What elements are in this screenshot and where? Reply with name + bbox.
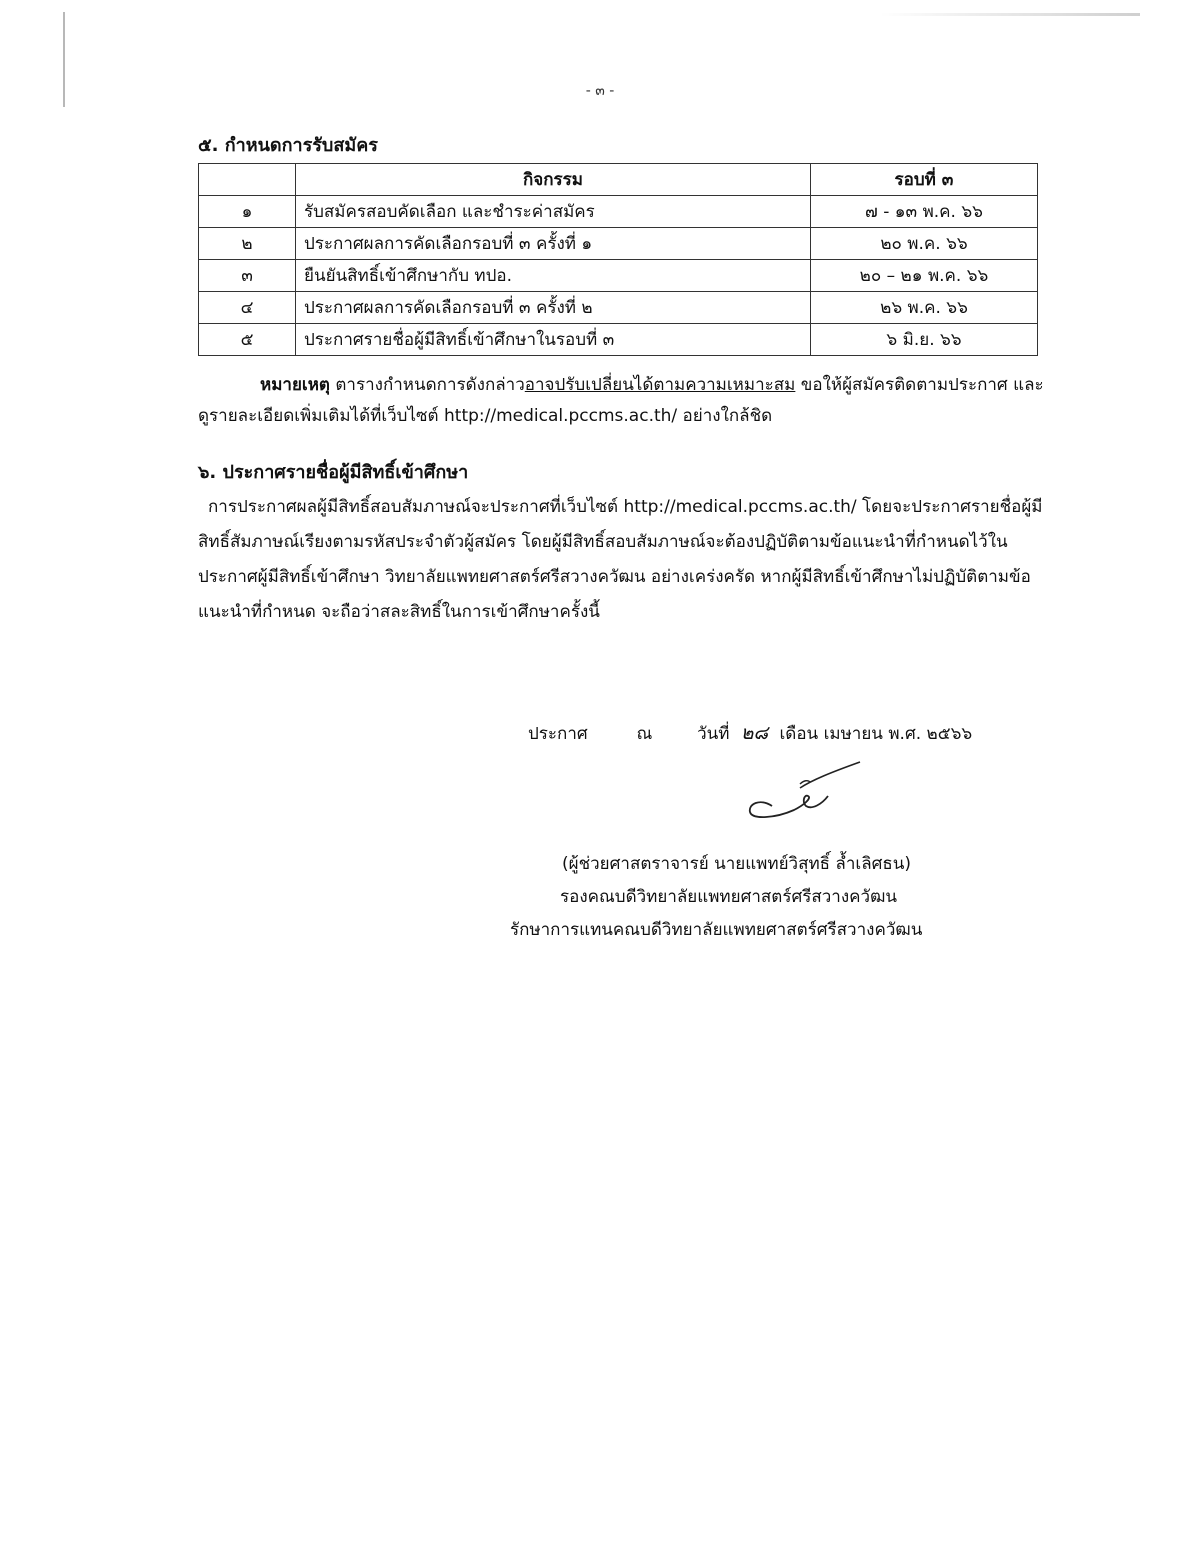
row-number: ๑ xyxy=(199,196,296,228)
signatory-name: (ผู้ช่วยศาสตราจารย์ นายแพทย์วิสุทธิ์ ล้ำเลิศธน) xyxy=(562,854,912,874)
row-date: ๒๖ พ.ค. ๖๖ xyxy=(811,292,1038,324)
section-6-paragraph: การประกาศผลผู้มีสิทธิ์สอบสัมภาษณ์จะประกาศที่เว็บไซต์ http://medical.pccms.ac.th/ โดยจะประกาศรายชื่อผู้มีสิทธิ์สัมภาษณ์เรียงตามรหัสประจำตัวผู้สมัคร โดยผู้มีสิทธิ์สอบสัมภาษณ์จะต้องปฏิบัติตามข้อแนะนำที่กำหนดไว้ในประกาศผู้มีสิทธิ์เข้าศึกษา วิทยาลัยแพทยศาสตร์ศรีสวางควัฒน อย่างเคร่งครัด หากผู้มีสิทธิ์เข้าศึกษาไม่ปฏิบัติตามข้อแนะนำที่กำหนด จะถือว่าสละสิทธิ์ในการเข้าศึกษาครั้งนี้ xyxy=(198,497,1043,622)
section-6-heading: ๖. ประกาศรายชื่อผู้มีสิทธิ์เข้าศึกษา xyxy=(198,462,469,483)
schedule-note xyxy=(198,370,1048,432)
note-text-after: ขอให้ผู้สมัครติดตามประกาศ และดูรายละเอียดเพิ่มเติมได้ที่เว็บไซต์ http://medical.pccms.ac.th/ อย่างใกล้ชิด xyxy=(198,375,1044,426)
announcement-label: ประกาศ xyxy=(528,724,588,744)
table-row xyxy=(199,260,1038,292)
row-date: ๗ - ๑๓ พ.ค. ๖๖ xyxy=(811,196,1038,228)
note-underlined-text: อาจปรับเปลี่ยนได้ตามความเหมาะสม xyxy=(524,375,796,395)
year-value: ๒๕๖๖ xyxy=(926,724,973,744)
header-number xyxy=(199,164,296,196)
row-date: ๒๐ – ๒๑ พ.ค. ๖๖ xyxy=(811,260,1038,292)
row-date: ๒๐ พ.ค. ๖๖ xyxy=(811,228,1038,260)
page-number: - ๓ - xyxy=(585,83,615,99)
section-5-heading: ๕. กำหนดการรับสมัคร xyxy=(198,135,378,156)
row-activity: ยืนยันสิทธิ์เข้าศึกษากับ ทปอ. xyxy=(296,260,811,292)
row-number: ๓ xyxy=(199,260,296,292)
announcement-at: ณ xyxy=(636,724,653,744)
table-row xyxy=(199,228,1038,260)
scan-edge-top xyxy=(880,13,1140,16)
table-row xyxy=(199,292,1038,324)
table-row xyxy=(199,196,1038,228)
handwritten-signature xyxy=(742,758,862,828)
row-activity: ประกาศผลการคัดเลือกรอบที่ ๓ ครั้งที่ ๑ xyxy=(296,228,811,260)
announcement-date-line xyxy=(528,718,988,748)
month-label: เดือน xyxy=(779,724,819,744)
row-number: ๒ xyxy=(199,228,296,260)
row-activity: รับสมัครสอบคัดเลือก และชำระค่าสมัคร xyxy=(296,196,811,228)
row-date: ๖ มิ.ย. ๖๖ xyxy=(811,324,1038,356)
table-header-row xyxy=(199,164,1038,196)
header-round: รอบที่ ๓ xyxy=(811,164,1038,196)
year-label: พ.ศ. xyxy=(888,724,922,744)
signatory-title: รองคณบดีวิทยาลัยแพทยศาสตร์ศรีสวางควัฒน xyxy=(560,887,898,907)
table-row xyxy=(199,324,1038,356)
month-value: เมษายน xyxy=(823,724,883,744)
row-number: ๕ xyxy=(199,324,296,356)
day-label: วันที่ xyxy=(697,724,730,744)
row-activity: ประกาศผลการคัดเลือกรอบที่ ๓ ครั้งที่ ๒ xyxy=(296,292,811,324)
row-number: ๔ xyxy=(199,292,296,324)
header-activity: กิจกรรม xyxy=(296,164,811,196)
note-text-before: ตารางกำหนดการดังกล่าว xyxy=(329,375,525,395)
handwritten-day: ๒๘ xyxy=(740,722,769,744)
schedule-table xyxy=(198,163,1038,356)
row-activity: ประกาศรายชื่อผู้มีสิทธิ์เข้าศึกษาในรอบที่ ๓ xyxy=(296,324,811,356)
note-label: หมายเหตุ xyxy=(260,375,330,395)
signatory-block xyxy=(510,848,990,947)
signatory-acting-title: รักษาการแทนคณบดีวิทยาลัยแพทยศาสตร์ศรีสวางควัฒน xyxy=(510,920,923,940)
